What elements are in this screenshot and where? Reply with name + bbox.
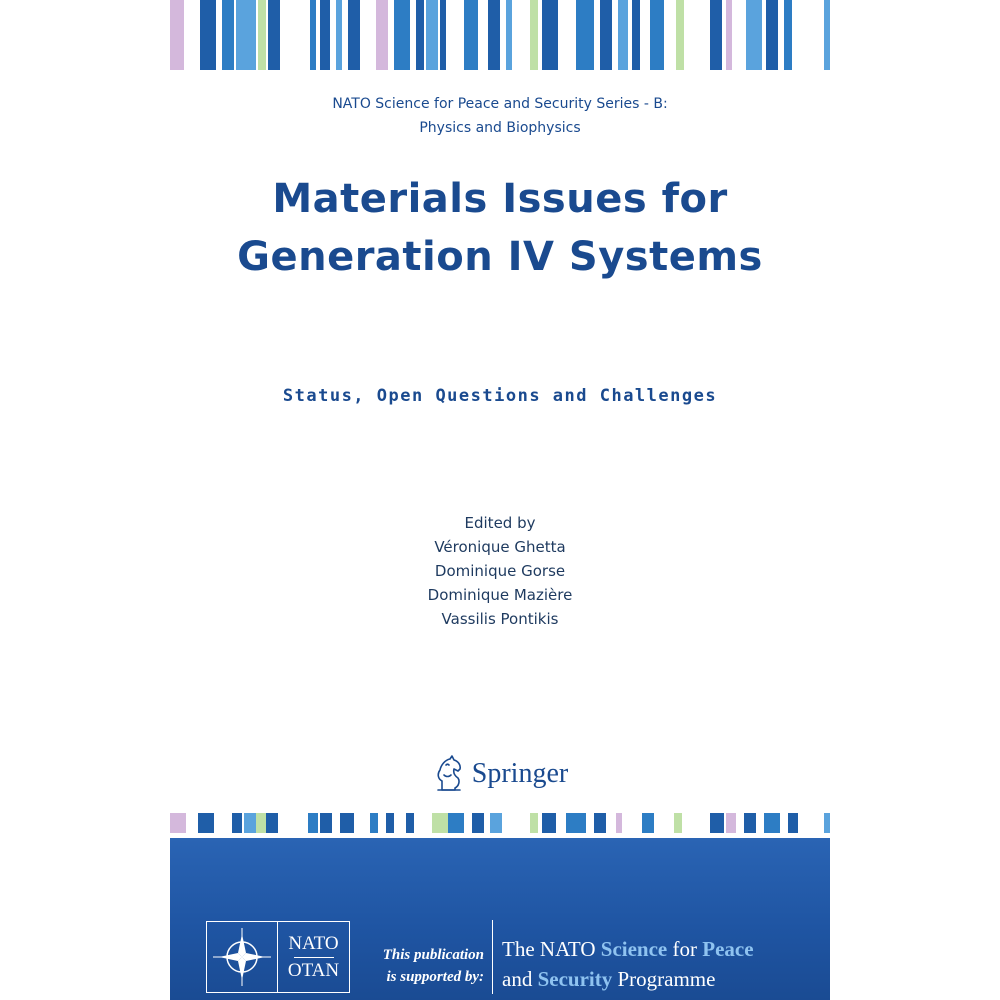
color-stripe: [386, 813, 394, 833]
color-stripe: [472, 813, 484, 833]
title-line-1: Materials Issues for: [272, 176, 728, 222]
color-stripe: [236, 0, 256, 70]
color-stripe: [198, 813, 214, 833]
footer-band: [170, 838, 830, 1000]
nato-compass-star-icon: [207, 922, 278, 992]
color-stripe: [594, 813, 606, 833]
color-stripe: [170, 813, 186, 833]
editor-name: Dominique Mazière: [427, 586, 573, 604]
color-stripe: [336, 0, 342, 70]
color-stripe: [632, 0, 640, 70]
editor-name: Vassilis Pontikis: [441, 610, 559, 628]
series-name: [170, 92, 830, 140]
support-statement: [360, 944, 484, 988]
editor-name: Dominique Gorse: [434, 562, 566, 580]
color-stripe: [256, 813, 266, 833]
color-stripe: [244, 813, 256, 833]
footer-divider: [492, 920, 493, 994]
color-stripe: [376, 0, 388, 70]
programme-name: [502, 934, 754, 994]
color-stripe: [710, 0, 722, 70]
color-stripe: [490, 813, 502, 833]
programme-highlight: Science: [600, 937, 668, 961]
color-stripe: [650, 0, 664, 70]
color-stripe: [542, 813, 556, 833]
color-stripe: [310, 0, 316, 70]
editor-name: Véronique Ghetta: [434, 538, 566, 556]
color-stripe: [746, 0, 762, 70]
color-stripe: [320, 813, 332, 833]
springer-horse-icon: [432, 755, 466, 793]
nato-otan-logo: [206, 921, 350, 993]
programme-highlight: Peace: [702, 937, 754, 961]
programme-line-2: [502, 964, 754, 994]
edited-by-label: Edited by: [464, 514, 536, 532]
series-line-2: Physics and Biophysics: [419, 120, 581, 136]
book-title: [170, 170, 830, 286]
color-stripe: [488, 0, 500, 70]
color-stripe: [340, 813, 354, 833]
color-stripe: [506, 0, 512, 70]
nato-label: NATO: [288, 932, 339, 954]
color-stripe: [426, 0, 438, 70]
programme-line-1: [502, 934, 754, 964]
color-stripe: [764, 813, 780, 833]
color-stripe: [266, 813, 278, 833]
color-stripe: [600, 0, 612, 70]
programme-text: The NATO: [502, 937, 601, 961]
color-stripe: [222, 0, 234, 70]
color-stripe: [616, 813, 622, 833]
color-stripe: [824, 813, 830, 833]
color-stripe: [788, 813, 798, 833]
color-stripe: [432, 813, 448, 833]
color-stripe: [726, 813, 736, 833]
color-stripe: [710, 813, 724, 833]
color-stripe: [348, 0, 360, 70]
color-stripe: [676, 0, 684, 70]
color-stripe: [542, 0, 558, 70]
color-stripe: [726, 0, 732, 70]
programme-text: for: [667, 937, 703, 961]
otan-label: OTAN: [287, 959, 340, 981]
color-stripe: [618, 0, 628, 70]
programme-text: Programme: [612, 967, 716, 991]
color-stripe: [268, 0, 280, 70]
title-line-2: Generation IV Systems: [237, 234, 763, 280]
color-stripe: [530, 0, 538, 70]
color-stripe: [406, 813, 414, 833]
programme-highlight: Security: [537, 967, 613, 991]
color-stripe: [320, 0, 330, 70]
support-line-2: is supported by:: [386, 969, 484, 985]
color-stripe: [824, 0, 830, 70]
publisher-logo: [170, 752, 830, 796]
series-line-1: NATO Science for Peace and Security Series - B:: [332, 96, 668, 112]
color-stripe: [200, 0, 216, 70]
color-stripe: [642, 813, 654, 833]
top-color-stripes: [170, 0, 830, 70]
color-stripe: [674, 813, 682, 833]
color-stripe: [416, 0, 424, 70]
book-subtitle: Status, Open Questions and Challenges: [282, 386, 718, 406]
nato-divider: [294, 957, 334, 958]
color-stripe: [170, 0, 184, 70]
color-stripe: [448, 813, 464, 833]
publisher-name: Springer: [471, 758, 569, 789]
color-stripe: [576, 0, 594, 70]
nato-otan-text: [278, 922, 349, 992]
color-stripe: [308, 813, 318, 833]
support-line-1: This publication: [382, 947, 484, 963]
color-stripe: [530, 813, 538, 833]
color-stripe: [258, 0, 266, 70]
editors-block: [170, 511, 830, 631]
book-cover: [170, 0, 830, 1000]
color-stripe: [232, 813, 242, 833]
color-stripe: [566, 813, 586, 833]
color-stripe: [394, 0, 410, 70]
color-stripe: [440, 0, 446, 70]
color-stripe: [744, 813, 756, 833]
mid-color-stripes: [170, 813, 830, 833]
color-stripe: [464, 0, 478, 70]
color-stripe: [370, 813, 378, 833]
color-stripe: [784, 0, 792, 70]
color-stripe: [766, 0, 778, 70]
programme-text: and: [502, 967, 538, 991]
